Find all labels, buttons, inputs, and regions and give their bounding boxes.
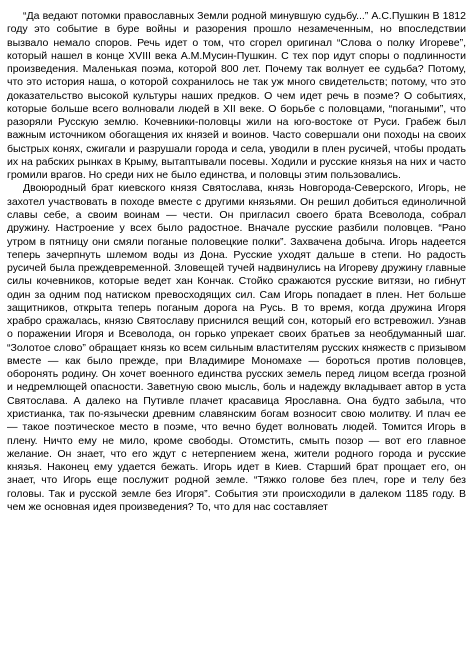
paragraph-2: Двоюродный брат киевского князя Святослава, князь Новгорода-Северского, Игорь, не захотел участвовать в походе вместе с другими князьями. Он решил добиться единоличной славы себе, а своим воинам — чести. Он пригласил своего брата Всеволода, собрал дружину. Настроение у всех было радостное. Вначале русские разбили половцев. “Рано утром в пятницу они смяли поганые половецкие полки”. Захвачена добыча. Игорь надеется теперь зачерпнуть шлемом воды из Дона. Русские уходят дальше в степи. Но радость русичей была преждевременной. Зловещей тучей надвинулись на Игореву дружину главные силы кочевников, которые ведет хан Кончак. Стойко сражаются русские витязи, но гибнут один за одним под натиском превосходящих сил. Сам Игорь попадает в плен. Нет больше защитников, открыта теперь поганым дорога на Русь. В то время, когда дружина Игоря храбро сражалась, князю Святославу приснился вещий сон, который его встревожил. Узнав о поражении Игоря и Всеволода, он горько упрекает своих братьев за необдуманный шаг. “Золотое слово” обращает князь ко всем сильным властителям русских княжеств с призывом вместе — как было прежде, при Владимире Мономахе — бороться против половцев, оборонять родину. Он хочет военного единства русских земель перед лицом всегда грозной и недремлющей опасности. Заветную свою мысль, боль и надежду вкладывает автор в уста Святослава. А далеко на Путивле плачет красавица Ярославна. Она будто забыла, что христианка, так по-язычески древним славянским богам возносит свою молитву. И плач ее — такое поэтическое место в поэме, что вечно будет волновать людей. Томится Игорь в плену. Ничто ему не мило, кроме свободы. Отомстить, смыть позор — вот его главное желание. Он знает, что его ждут с нетерпением жена, жители родного города и русские князья. Наконец ему удается бежать. Игорь идет в Киев. Старший брат прощает его, он знает, что Игорь еще послужит родной земле. “Тяжко голове без плеч, горе и телу без головы. Так и русской земле без Игоря”. События эти происходили в далеком 1185 году. В чем же основная идея произведения? То, что для нас составляет — [7, 182, 466, 513]
document-body — [7, 10, 466, 514]
paragraph-1: “Да ведают потомки православных Земли родной минувшую судьбу...” А.С.Пушкин В 1812 году это событие в буре войны и разорения прошло незамеченным, но впоследствии вызвало немало споров. Речь идет о том, что сгорел оригинал “Слова о полку Игореве”, который нашел в конце XVIII века А.М.Мусин-Пушкин. С тех пор идут споры о подлинности произведения. Маленькая поэма, которой 800 лет. Почему так волнует ее судьба? Потому, что это история наша, о которой сохранилось не так уж много свидетельств; потому, что это доказательство высокой культуры наших предков. О чем идет речь в поэме? О событиях, которые больше всего волновали людей в XII веке. О борьбе с половцами, “погаными”, что разоряли Русскую землю. Кочевники-половцы жили на юго-востоке от Руси. Грабеж был важным источником обогащения их князей и воинов. Часто совершали они походы на своих быстрых конях, сжигали и разрушали города и села, уводили в плен русичей, чтобы продать их на рабских рынках в Крыму, вытаптывали посевы. Ходили и русские князья на них и часто громили врагов. Но среди них не было единства, и половцы этим пользовались. — [7, 10, 466, 182]
